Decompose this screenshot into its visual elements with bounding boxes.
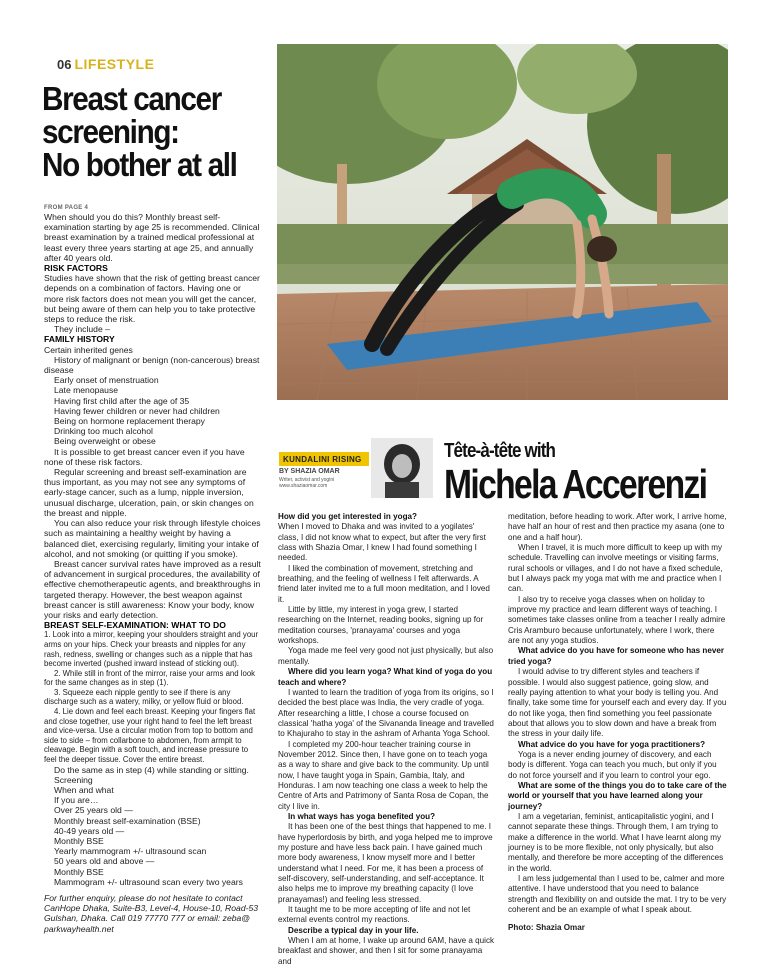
byline: BY SHAZIA OMAR — [279, 468, 340, 475]
paragraph: Certain inherited genes — [44, 344, 133, 355]
page-number: 06 — [57, 57, 72, 72]
step: 1. Look into a mirror, keeping your shoulders straight and your arms on your hips. Check your breasts and nipples for any rash, redness, swelling or changes such as a nipple that has become inverted (pushed inward instead of sticking out). — [44, 630, 259, 669]
paragraph: You can also reduce your risk through lifestyle choices such as maintaining a healthy weight by having a balanced diet, exercising regularly, limiting your intake of alcohol, and not smoking (or quitting if you smoke). — [44, 518, 261, 559]
list-item: Monthly BSE — [54, 866, 104, 877]
interview-question: Where did you learn yoga? What kind of yoga do you teach and where? — [278, 667, 493, 687]
yoga-photo — [277, 44, 728, 400]
screening-schedule — [44, 775, 262, 887]
list-item: Drinking too much alcohol — [54, 426, 153, 437]
section-header — [57, 56, 154, 72]
subheading: FAMILY HISTORY — [44, 334, 115, 345]
interview-question: How did you get interested in yoga? — [278, 512, 417, 521]
photo-credit: Photo: Shazia Omar — [508, 923, 585, 933]
subheading: RISK FACTORS — [44, 263, 108, 274]
paragraph: Studies have shown that the risk of getting breast cancer depends on a combination of factors. Having one or more risk factors does not mean you will get the cancer, but being aware of them can help you to take protective steps to reduce the risk. — [44, 273, 260, 325]
step: Do the same as in step (4) while standing or sitting. — [54, 764, 249, 775]
list-item: If you are… — [54, 795, 99, 806]
paragraph: History of malignant or benign (non-cancerous) breast disease — [44, 354, 260, 376]
interview-question: What are some of the things you do to take care of the world or yourself that you have learned along your journey? — [508, 780, 727, 811]
from-page: FROM PAGE 4 — [44, 205, 89, 211]
headline — [42, 82, 262, 181]
interview-answer: I also try to receive yoga classes when on holiday to improve my practice and learn different ways of teaching. I sometimes take classes online from a teacher I really admire Cris Aramburo because unfortunately, where I work, there are not any yoga studios. — [508, 594, 726, 646]
interview-column — [278, 512, 496, 967]
list-item: Having first child after the age of 35 — [54, 395, 190, 406]
paragraph: When should you do this? Monthly breast self-examination starting by age 25 is recommended. Clinical breast examination by a trained medical professional at least every three years starting at age 25, and annually after 40 years old. — [44, 212, 260, 263]
byline-details: Writer, activist and yogini www.shaziaomar.com — [279, 477, 335, 489]
list-item: When and what — [54, 785, 114, 796]
feature-title: Michela Accerenzi — [444, 461, 707, 507]
list-item: Yearly mammogram +/- ultrasound scan — [54, 846, 207, 857]
interview-answer: I completed my 200-hour teacher training course in November 2012. Since then, I have gone on to teach yoga as a way to share and give back to the community. Up until now, I have taught yoga in Spain, Gambia, Italy, and Honduras. I am now teaching one class a week to help the Centre of Arts and Patrimony of Santa Rosa de Copan, the city I live in. — [278, 739, 489, 811]
list-item: Being overweight or obese — [54, 436, 156, 447]
interview-question: What advice do you have for yoga practitioners? — [518, 739, 706, 749]
interview-answer: It has been one of the best things that happened to me. I have hyperlordosis by birth, and yoga helped me to improve my posture and have less back pain. I have gained much more body awareness, I know myself more and I better understand what I need. For me, it has been a process of self-discovery, self-understanding, and self-acceptance. It also helps me to improve my breathing capacity (I love pranayamas!) and feeling less stressed. — [278, 822, 493, 904]
paragraph: They include – — [54, 324, 110, 335]
breast-cancer-article — [44, 204, 262, 934]
interview-answer: I would advise to try different styles and teachers if possible. I would also suggest patience, going slow, and really paying attention to what your body is telling you. And finally, take some time for yourself each and every day. If you do not like yoga, then find something you feel passionate about that allows you to slow down and have a break from the stress in your daily life. — [508, 667, 727, 739]
interview-answer: meditation, before heading to work. After work, I arrive home, have half an hour of rest and then practice my asana (one to one and a half hour). — [508, 512, 727, 542]
interview-question: In what ways has yoga benefited you? — [288, 811, 436, 821]
interview-answer: I am a vegetarian, feminist, anticapitalistic yogini, and I cannot separate these things. Through them, I am trying to make a difference in the world. What I have learnt along my journey is to be more flexible, not only physically, but also mentally, and therefore be more accepting of the differences in the world. — [508, 811, 724, 873]
interview-answer: When I am at home, I wake up around 6AM, have a quick breakfast and shower, and then I sit for some pranayama and — [278, 936, 495, 966]
list-item: Monthly BSE — [54, 836, 104, 847]
paragraph: Breast cancer survival rates have improved as a result of advancement in surgical procedures, the availability of effective chemotherapeutic agents, and breakthroughs in targeted therapy. However, the best weapon against breast cancer is still awareness: Know your body, know your risks and early detection. — [44, 558, 261, 620]
risk-factor-list — [44, 375, 262, 446]
list-item: Screening — [54, 774, 93, 785]
interview-answer: Yoga is a never ending journey of discovery, and each body is different. Yoga can teach you much, but only if you do not force yourself and if you learn to control your ego. — [508, 749, 717, 780]
author-photo — [371, 438, 433, 498]
step: 4. Lie down and feel each breast. Keeping your fingers flat and close together, use your right hand to feel the left breast and vice-versa. Use a circular motion from top to bottom and side to side – from collarbone to abdomen, from armpit to cleavage. Begin with a soft touch, and increase pressure to feel the deeper tissue. Cover the entire breast. — [44, 707, 256, 765]
interview-answer: Little by little, my interest in yoga grew, I started researching on the Internet, reading books, signing up for meditation courses, 'pranayama' courses and yoga workshops. — [278, 605, 484, 646]
list-item: Monthly breast self-examination (BSE) — [54, 815, 201, 826]
interview-answer: When I travel, it is much more difficult to keep up with my schedule. Travelling can involve meetings or visiting farms, rural schools or villages, and I do not have a fixed schedule, but I always pack my yoga mat with me and practice when I can. — [508, 543, 723, 594]
paragraph: Regular screening and breast self-examination are thus important, as you may not see any symptoms of early-stage cancer, such as a lump, nipple inversion, unusual discharge, ulceration, pain, or skin changes on the breast and nipple. — [44, 467, 254, 518]
list-item: Mammogram +/- ultrasound scan every two years — [54, 876, 243, 887]
column-kicker: KUNDALINI RISING — [283, 455, 362, 464]
interview-question: What advice do you have for someone who has never tried yoga? — [508, 646, 724, 666]
step: 3. Squeeze each nipple gently to see if there is any discharge such as a watery, milky, or yellow fluid or blood. — [44, 687, 244, 707]
list-item: Having fewer children or never had children — [54, 405, 220, 416]
headline-line: No bother at all — [42, 146, 237, 183]
step: 2. While still in front of the mirror, raise your arms and look for the same changes as in step (1). — [44, 668, 256, 688]
interview-answer: I liked the combination of movement, stretching and breathing, and the feeling of wellness I felt afterwards. A friend later invited me to a full moon meditation, and I loved it. — [278, 563, 490, 604]
list-item: Over 25 years old — — [54, 805, 133, 816]
contact-info: For further enquiry, please do not hesitate to contact CanHope Dhaka, Suite-B3, Level-4, House-10, Road-53 Gulshan, Dhaka. Call 019 77770 777 or email: zeba@ parkwayhealth.net — [44, 893, 259, 934]
interview-answer: I am less judgemental than I used to be, calmer and more attentive. I have understood that you need to balance strength and flexibility on and outside the mat. I try to be very coherent and be an example of what I speak about. — [508, 874, 727, 915]
interview-question: Describe a typical day in your life. — [288, 925, 419, 935]
list-item: Early onset of menstruation — [54, 375, 159, 386]
feature-kicker: Tête-à-tête with — [444, 440, 556, 462]
list-item: 50 years old and above — — [54, 856, 155, 867]
interview-column — [508, 512, 727, 934]
subheading: BREAST SELF-EXAMINATION: WHAT TO DO — [44, 620, 226, 631]
section-name: LIFESTYLE — [74, 56, 155, 72]
headline-line: screening: — [42, 113, 179, 150]
interview-answer: Yoga made me feel very good not just physically, but also mentally. — [278, 646, 494, 666]
list-item: Late menopause — [54, 385, 119, 396]
headline-line: Breast cancer — [42, 80, 221, 117]
interview-answer: When I moved to Dhaka and was invited to a yogilates' class, I did not know what to expect, but after the very first class with Shazia Omar, I knew I had found something I needed. — [278, 522, 486, 563]
interview-answer: I wanted to learn the tradition of yoga from its origins, so I decided the best place was India, the very cradle of yoga. After researching a little, I chose a course focused on classical 'hatha yoga' of the Sivananda lineage and travelled to Khajuraho to stay in the ashram of Arhanta Yoga School. — [278, 687, 494, 739]
paragraph: It is possible to get breast cancer even if you have none of these risk factors. — [44, 446, 245, 467]
list-item: 40-49 years old — — [54, 825, 125, 836]
interview-answer: It taught me to be more accepting of life and not let external events control my reactions. — [278, 905, 471, 925]
list-item: Being on hormone replacement therapy — [54, 416, 205, 427]
